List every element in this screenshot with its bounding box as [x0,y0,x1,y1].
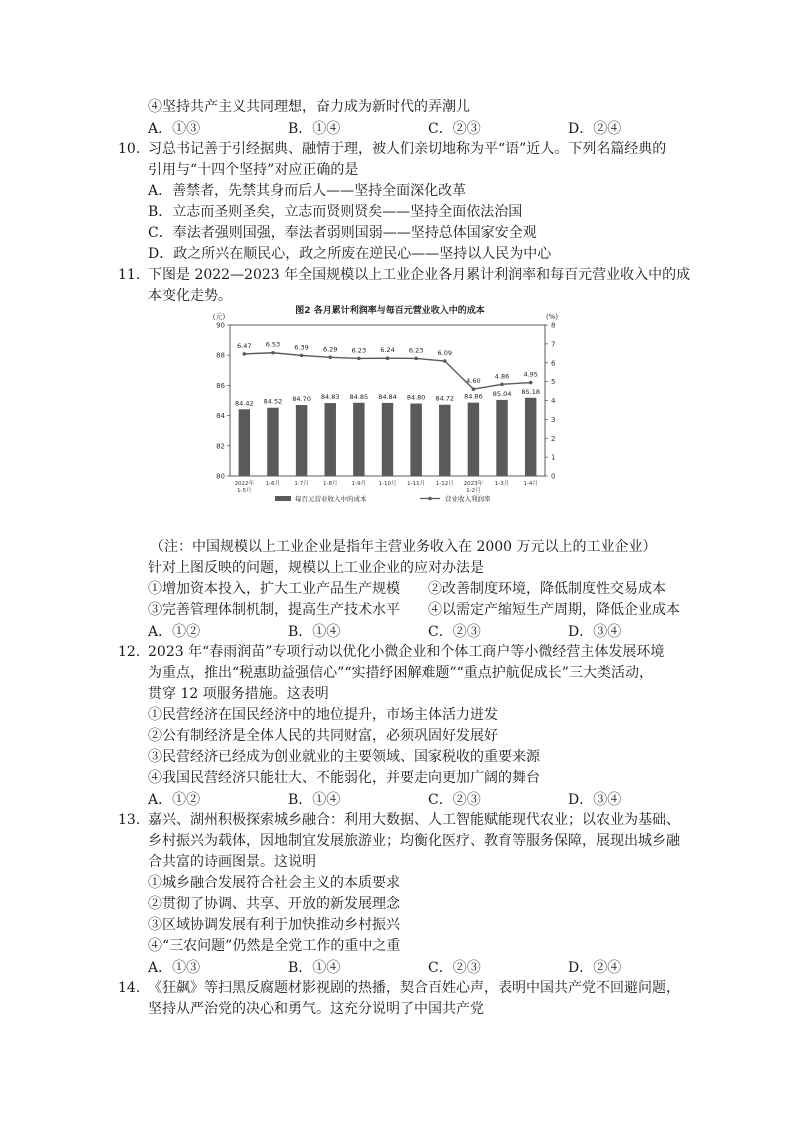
q14-number: 14. [118,980,141,996]
cost-bar-label: 84.85 [349,392,369,401]
q12-stem-line3: 贯穿 12 项服务措施。这表明 [148,686,329,702]
cost-bar-label: 84.52 [263,397,283,406]
q11-items-row1 [148,579,708,599]
left-axis-unit: (元) [212,313,226,321]
profit-rate-label: 6.53 [265,340,281,349]
q11-item-4: ④以需定产缩短生产周期，降低企业成本 [428,602,680,618]
profit-rate-point [300,354,304,358]
x-tick-label: 1-3月 [494,481,510,487]
q13-item-3: ③区域协调发展有利于加快推动乡村振兴 [148,917,400,933]
chart-title: 图2 各月累计利润率与每百元营业收入中的成本 [295,306,485,316]
q9-item-4: ④坚持共产主义共同理想，奋力成为新时代的弄潮儿 [148,99,470,115]
q11-stem-line1: 下图是 2022—2023 年全国规模以上工业企业各月累计利润率和每百元营业收入中的成 [148,267,691,283]
profit-rate-point [386,356,390,360]
left-tick-label: 84 [216,412,225,421]
q12-item-2: ②公有制经济是全体人民的共同财富，必须巩固好发展好 [148,728,498,744]
profit-rate-label: 6.09 [437,349,453,358]
profit-rate-point [243,352,247,356]
left-tick-label: 82 [216,442,225,451]
q9-option-a: A．①③ [148,121,201,137]
q11-options [148,621,708,641]
q10-option-c: C．奉法者强则国强，奉法者弱则国弱——坚持总体国家安全观 [148,225,537,241]
q12-number: 12. [118,644,141,660]
legend-bar-swatch [275,496,291,501]
profit-rate-label: 4.60 [466,377,481,386]
cost-bar-label: 84.84 [378,392,397,401]
x-tick-label: 1-11月 [407,481,426,487]
right-tick-label: 6 [551,359,556,368]
x-tick-label: 1-12月 [435,481,454,487]
q13-option-b: B．①④ [288,960,341,976]
q12-options [148,789,708,809]
q11-number: 11. [118,267,141,283]
right-axis-unit: (%) [545,313,559,321]
x-tick-label: 1-4月 [523,481,538,487]
q9-option-c: C．②③ [428,121,481,137]
q11-item-2: ②改善制度环境，降低制度性交易成本 [428,581,666,597]
x-tick-label: 2022年 [234,481,255,487]
profit-rate-point [443,359,447,363]
q10-option-b: B．立志而圣则圣矣，立志而贤则贤矣——坚持全面依法治国 [148,204,523,220]
legend-bar-label: 每百元营业收入中的成本 [295,495,367,503]
cost-bar-label: 84.42 [235,399,254,408]
q13-option-a: A．①③ [148,960,201,976]
right-tick-label: 3 [551,415,556,424]
right-tick-label: 0 [551,472,556,481]
q13-item-1: ①城乡融合发展符合社会主义的本质要求 [148,875,400,891]
q11-item-1: ①增加资本投入，扩大工业产品生产规模 [148,581,400,597]
profit-rate-point [414,357,418,361]
profit-rate-point [328,355,332,359]
profit-rate-point [357,357,361,361]
q14-stem-line2: 坚持从严治党的决心和勇气。这充分说明了中国共产党 [148,1001,484,1017]
profit-rate-point [529,381,533,385]
right-tick-label: 2 [551,434,556,443]
profit-rate-label: 4.86 [494,372,510,381]
left-tick-label: 80 [216,472,225,481]
q9-option-b: B．①④ [288,121,341,137]
x-tick-label: 1-6月 [265,481,281,487]
cost-bar-label: 85.04 [492,389,512,398]
q13-number: 13. [118,812,141,828]
x-tick-label: 1-8月 [322,481,338,487]
profit-rate-label: 4.95 [523,370,538,379]
q13-option-d: D．②④ [568,960,622,976]
left-tick-label: 88 [216,351,225,360]
x-tick-label: 1-7月 [294,481,309,487]
q11-stem-line2: 本变化走势。 [148,288,232,304]
cost-bar-label: 84.72 [435,394,455,403]
q9-option-d: D．②④ [568,121,622,137]
profit-rate-point [271,351,275,355]
q11-note: （注：中国规模以上工业企业是指年主营业务收入在 2000 万元以上的工业企业） [150,539,657,555]
q10-stem-line2: 引用与“十四个坚持”对应正确的是 [148,162,359,178]
x-tick-label: 1-5月 [237,488,252,494]
q13-stem-line1: 嘉兴、湖州积极探索城乡融合：利用大数据、人工智能赋能现代农业；以农业为基础、 [148,812,680,828]
profit-rate-label: 6.39 [294,343,309,352]
q12-option-c: C．②③ [428,792,481,808]
x-tick-label: 1-9月 [351,481,367,487]
cost-bar [525,398,536,476]
x-tick-label: 1-2月 [466,488,481,494]
right-tick-label: 4 [551,397,556,405]
cost-bar [325,403,336,476]
q10-number: 10. [118,141,141,157]
cost-bar-label: 84.83 [320,393,340,402]
profit-rate-point [472,387,476,391]
q11-item-3: ③完善管理体制机制，提高生产技术水平 [148,602,400,618]
cost-bar [410,404,421,476]
q12-item-1: ①民营经济在国民经济中的地位提升，市场主体活力迸发 [148,707,498,723]
right-tick-label: 5 [551,378,556,387]
q11-option-c: C．②③ [428,624,481,640]
cost-bar [468,403,479,476]
q13-item-2: ②贯彻了协调、共享、开放的新发展理念 [148,896,400,912]
q11-option-d: D．③④ [568,624,622,640]
cost-bar-label: 84.86 [464,392,483,401]
cost-bar [296,405,307,476]
q11-option-b: B．①④ [288,624,341,640]
legend-line-label: 营业收入利润率 [445,495,491,503]
x-tick-label: 1-10月 [378,481,397,487]
q13-stem-line3: 合共富的诗画图景。这说明 [148,854,316,870]
right-tick-label: 8 [551,321,556,330]
q12-item-3: ③民营经济已经成为创业就业的主要领域、国家税收的重要来源 [148,749,540,765]
profit-rate-label: 6.29 [322,345,338,354]
q11-items-row2 [148,600,708,620]
cost-bar [353,403,364,476]
cost-bar-label: 84.70 [292,395,311,404]
q12-item-4: ④我国民营经济只能壮大、不能弱化，并要走向更加广阔的舞台 [148,770,540,786]
profit-rate-label: 6.23 [408,346,424,355]
cost-bar-label: 85.18 [521,387,540,396]
cost-bar-label: 84.80 [406,393,426,402]
cost-bar [382,403,393,476]
q12-option-d: D．③④ [568,792,622,808]
q10-option-a: A．善禁者，先禁其身而后人——坚持全面深化改革 [148,183,467,199]
q10-stem-line1: 习总书记善于引经据典、融情于理，被人们亲切地称为平“语”近人。下列名篇经典的 [148,141,667,157]
right-tick-label: 7 [551,340,556,349]
x-tick-label: 2023年 [463,481,484,487]
q14-stem-line1: 《狂飙》等扫黑反腐题材影视剧的热播，契合百姓心声，表明中国共产党不回避问题， [148,980,680,996]
profit-rate-label: 6.47 [237,341,252,350]
profit-rate-point [500,382,504,386]
q11-option-a: A．①② [148,624,201,640]
profit-rate-label: 6.24 [380,346,395,355]
left-tick-label: 86 [216,381,225,390]
cost-bar [439,405,450,476]
legend-line-marker [428,497,432,501]
cost-bar [239,409,250,476]
q13-stem-line2: 乡村振兴为载体，因地制宜发展旅游业；均衡化医疗、教育等服务保障，展现出城乡融 [148,833,680,849]
cost-bar [267,408,278,476]
q11-question: 针对上图反映的问题，规模以上工业企业的应对办法是 [148,560,484,576]
q13-item-4: ④“三农问题”仍然是全党工作的重中之重 [148,938,401,954]
profit-cost-chart [205,303,575,525]
right-tick-label: 1 [551,453,556,462]
q13-options [148,957,708,977]
q12-option-a: A．①② [148,792,201,808]
q12-option-b: B．①④ [288,792,341,808]
q10-option-d: D．政之所兴在顺民心，政之所废在逆民心——坚持以人民为中心 [148,246,552,262]
q13-option-c: C．②③ [428,960,481,976]
q12-stem-line1: 2023 年“春雨润苗”专项行动以优化小微企业和个体工商户等小微经营主体发展环境 [148,644,665,660]
q12-stem-line2: 为重点，推出“税惠助益强信心”“实措纾困解难题”“重点护航促成长”三大类活动， [148,665,653,681]
q9-options [148,118,708,138]
left-tick-label: 90 [216,321,225,330]
cost-bar [496,400,507,476]
profit-rate-label: 6.23 [351,346,367,355]
